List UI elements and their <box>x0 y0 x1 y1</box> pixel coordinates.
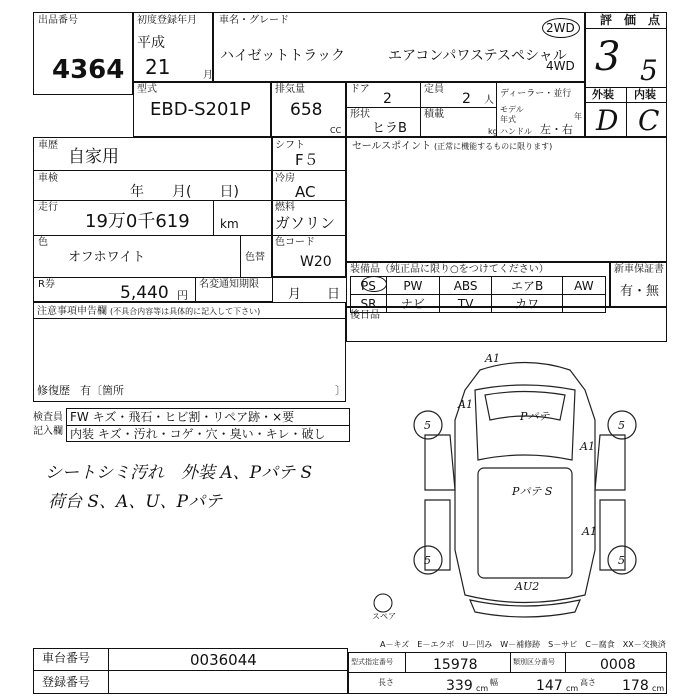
exterior-label: 外装 <box>592 88 614 101</box>
mark-a1-left: A1 <box>458 398 473 411</box>
month-unit: 月 <box>203 70 213 81</box>
tax-label: 名変通知期限 <box>199 279 259 290</box>
recycle: 5,440 <box>120 283 169 303</box>
width-label: 幅 <box>490 678 498 687</box>
fuel-label: 燃料 <box>275 202 295 213</box>
mark-putty-door: Pパテ <box>520 410 550 423</box>
color-code: W20 <box>300 254 332 270</box>
mileage-label: 走行 <box>38 202 58 213</box>
history: 自家用 <box>68 147 119 167</box>
equipment-item: SR <box>351 295 387 313</box>
fuel: ガソリン <box>275 214 336 232</box>
model-label: 型式 <box>137 84 157 95</box>
notes-label: 注意事項申告欄 <box>37 306 107 317</box>
capacity: 2 <box>462 91 471 107</box>
history-label: 車歴 <box>38 140 58 151</box>
drive-4wd: 4WD <box>546 59 575 73</box>
mileage: 19万0千619 <box>85 211 190 232</box>
cm-unit-1: cm <box>476 684 489 693</box>
inspector-label2: 記入欄 <box>33 426 63 437</box>
equipment-item: カワ <box>492 295 562 313</box>
ps-circle <box>361 276 387 292</box>
eval-label: 評 価 点 <box>600 13 661 27</box>
sales-label: セールスポイント <box>352 141 432 152</box>
car-name-label: 車名・グレード <box>219 15 289 26</box>
mark-5-rr: 5 <box>618 554 625 567</box>
score-main: 3 <box>595 34 621 80</box>
year-unit: 年 <box>574 112 582 121</box>
length: 339 <box>446 678 473 694</box>
mark-5-fr: 5 <box>618 419 625 432</box>
inspector-row1: FW キズ・飛石・ヒビ割・リペア跡・×要 <box>70 410 295 424</box>
recycle-label: R券 <box>38 279 55 290</box>
cm-unit-2: cm <box>566 684 579 693</box>
type-num: 15978 <box>433 657 478 673</box>
class-label: 類別区分番号 <box>513 658 555 666</box>
exterior-grade: D <box>596 104 619 137</box>
chassis-label: 車台番号 <box>42 651 91 665</box>
inspector-label1: 検査員 <box>33 412 63 423</box>
warranty-value: 有・無 <box>620 284 660 299</box>
model-year-label: モデル年式 <box>500 105 524 124</box>
lot-number: 4364 <box>52 55 125 85</box>
ac-label: 冷房 <box>275 173 295 184</box>
height-label: 高さ <box>580 678 596 687</box>
truck-outline <box>455 363 595 603</box>
shift-label: シフト <box>275 140 305 151</box>
right-door <box>595 435 625 490</box>
handwritten-line1: シートシミ汚れ 外装 A、Pパテ S <box>45 463 313 483</box>
grade: エアコンパワステスペシャル <box>388 48 567 64</box>
shape: ヒラB <box>372 121 407 136</box>
equipment-item: AW <box>562 277 605 295</box>
person-unit: 人 <box>484 95 494 106</box>
mark-a1-rear: A1 <box>582 525 597 538</box>
mark-putty-bed: Pパテ S <box>512 485 553 498</box>
shift: F５ <box>295 151 319 169</box>
class-num: 0008 <box>600 657 636 673</box>
length-label: 長さ <box>378 678 394 687</box>
repair-value: 有〔箇所 <box>80 384 124 397</box>
equipment-item: ナビ <box>386 295 439 313</box>
spare-label: スペア <box>372 612 396 621</box>
color-code-label: 色コード <box>275 237 315 248</box>
yen-unit: 円 <box>177 289 188 302</box>
mark-a1-top: A1 <box>485 352 500 365</box>
era: 平成 <box>137 35 165 51</box>
cc-unit: CC <box>330 126 342 135</box>
ac: AC <box>295 183 316 201</box>
legend: A－キズ E－エクボ U－凹み W－補修跡 S－サビ C－腐食 XX－交換済 <box>380 640 666 649</box>
first-reg-label: 初度登録年月 <box>137 15 197 26</box>
doors-label: ドア <box>350 84 370 95</box>
displacement-label: 排気量 <box>275 84 305 95</box>
reg-year: 21 <box>145 55 171 79</box>
handwritten-line2: 荷台 S、A、U、Pパテ <box>48 492 223 512</box>
inspection-label: 車検 <box>38 173 58 184</box>
reg-label: 登録番号 <box>42 675 91 689</box>
rear-box <box>346 307 667 342</box>
car-name: ハイゼットトラック <box>220 48 346 64</box>
equipment-item: エアB <box>492 277 562 295</box>
sales-note: (正常に機能するものに限ります) <box>434 142 553 151</box>
handle-label: ハンドル <box>500 127 532 136</box>
load-label: 積載 <box>424 109 444 120</box>
doors: 2 <box>383 91 392 107</box>
equipment-item: PS <box>351 277 387 295</box>
tax-value: 月 日 <box>288 287 341 302</box>
interior-label: 内装 <box>634 88 656 101</box>
mark-5-fl: 5 <box>424 419 431 432</box>
sales-box <box>346 137 667 262</box>
chassis: 0036044 <box>190 651 257 669</box>
notes-sub: (不具合内容等は具体的に記入して下さい) <box>110 307 261 316</box>
cm-unit-3: cm <box>652 684 665 693</box>
inspection: 年 月( 日) <box>130 184 239 200</box>
color: オフホワイト <box>68 250 146 265</box>
displacement: 658 <box>290 100 323 120</box>
repair-label: 修復歴 <box>37 384 70 397</box>
km-unit: km <box>220 217 239 231</box>
equipment-item: TV <box>439 295 492 313</box>
car-diagram <box>400 350 650 620</box>
warranty-label: 新車保証書 <box>614 264 664 275</box>
drive-2wd: 2WD <box>546 21 575 35</box>
equipment-label: 装備品（純正品に限り○をつけてください） <box>350 264 549 275</box>
height: 178 <box>622 678 649 694</box>
score-sub: 5 <box>640 54 658 87</box>
inspector-row2: 内装 キズ・汚れ・コゲ・穴・臭い・キレ・破し <box>70 427 326 441</box>
spare-tire-icon <box>372 592 394 614</box>
mark-au2: AU2 <box>515 580 540 593</box>
color-label: 色 <box>38 237 48 248</box>
dealer-label: ディーラー・並行 <box>500 89 572 99</box>
equipment-item: ABS <box>439 277 492 295</box>
repair-close: 〕 <box>335 384 346 397</box>
mark-a1-right: A1 <box>580 440 595 453</box>
left-door <box>425 435 455 490</box>
interior-grade: C <box>638 104 660 137</box>
rear-label: 後日品 <box>350 310 380 321</box>
shape-label: 形状 <box>350 109 370 120</box>
lot-label: 出品番号 <box>38 15 78 26</box>
width: 147 <box>536 678 563 694</box>
equipment-row <box>351 277 606 295</box>
capacity-label: 定員 <box>424 84 444 95</box>
mark-5-rl: 5 <box>424 554 431 567</box>
color-change-label: 色替 <box>245 252 265 263</box>
model-code: EBD-S201P <box>150 99 251 120</box>
kg-unit: kg <box>488 127 498 136</box>
equipment-item: PW <box>386 277 439 295</box>
type-num-label: 型式指定番号 <box>351 658 393 666</box>
handle-value: 左・右 <box>540 123 573 136</box>
